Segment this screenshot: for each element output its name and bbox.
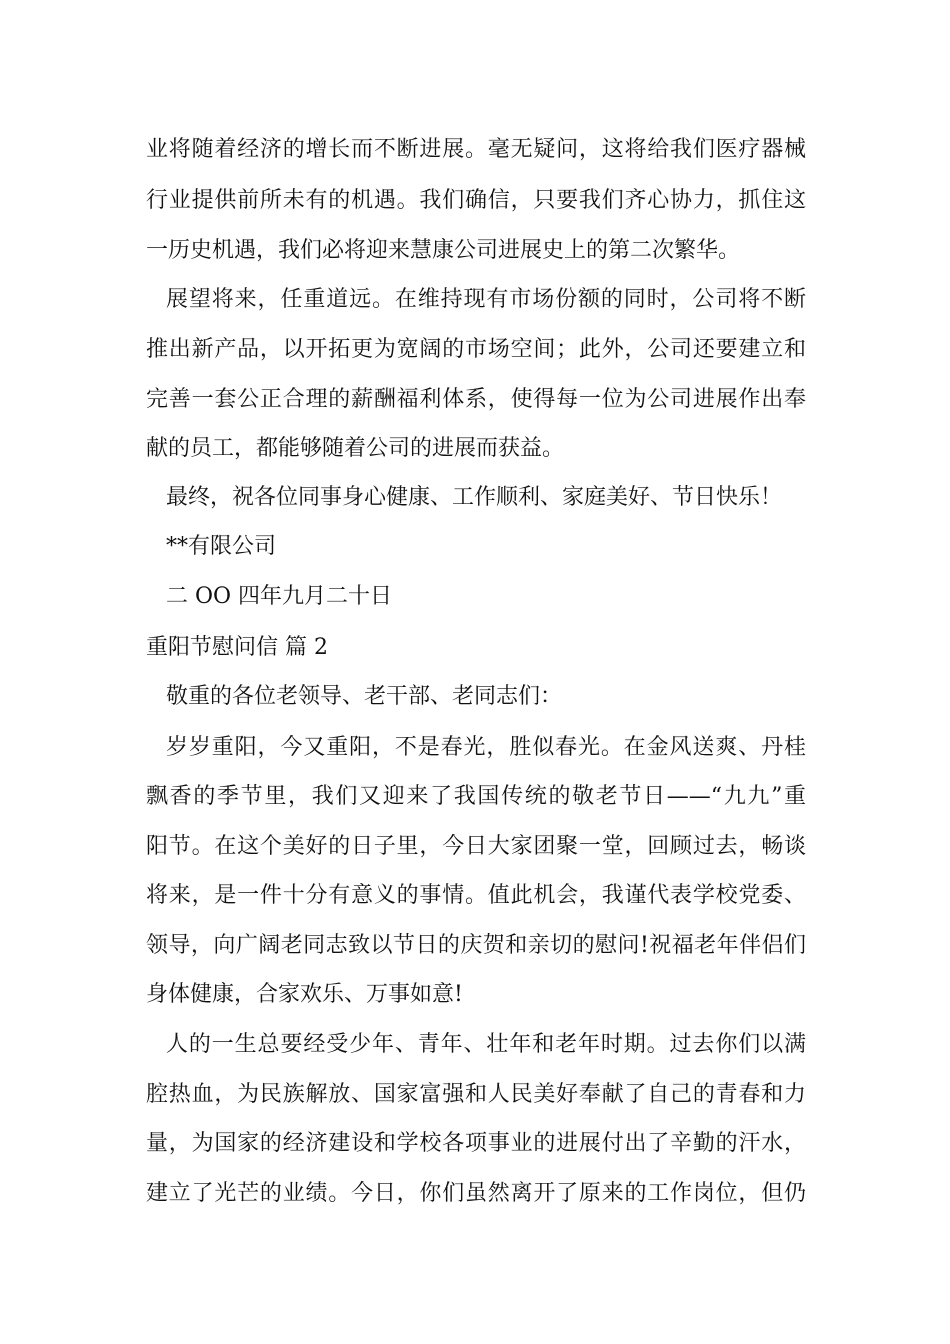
paragraph-line: 行业提供前所未有的机遇。我们确信，只要我们齐心协力，抓住这 [146,188,806,213]
section-heading: 重阳节慰问信 篇 2 [146,635,328,660]
closing-wish: 最终，祝各位同事身心健康、工作顺利、家庭美好、节日快乐！ [166,485,783,510]
signature-date: 二 OO 四年九月二十日 [166,584,393,609]
paragraph-line: 阳节。在这个美好的日子里，今日大家团聚一堂，回顾过去，畅谈 [146,834,806,859]
paragraph-line: 建立了光芒的业绩。今日，你们虽然离开了原来的工作岗位，但仍 [146,1181,806,1206]
paragraph-line: 展望将来，任重道远。在维持现有市场份额的同时，公司将不断 [166,287,806,312]
paragraph-line: 一历史机遇，我们必将迎来慧康公司进展史上的第二次繁华。 [146,238,741,263]
paragraph-line: 献的员工，都能够随着公司的进展而获益。 [146,436,565,461]
paragraph-line: 岁岁重阳，今又重阳，不是春光，胜似春光。在金风送爽、丹桂 [166,735,806,760]
paragraph-line: 将来，是一件十分有意义的事情。值此机会，我谨代表学校党委、 [146,883,806,908]
paragraph-line: 腔热血，为民族解放、国家富强和人民美好奉献了自己的青春和力 [146,1082,806,1107]
paragraph-line: 飘香的季节里，我们又迎来了我国传统的敬老节日——“九九”重 [146,784,806,809]
salutation: 敬重的各位老领导、老干部、老同志们： [166,684,563,709]
paragraph-line: 身体健康，合家欢乐、万事如意! [146,982,463,1007]
signature-company: **有限公司 [166,534,277,559]
paragraph-line: 推出新产品，以开拓更为宽阔的市场空间；此外，公司还要建立和 [146,337,806,362]
paragraph-line: 业将随着经济的增长而不断进展。毫无疑问，这将给我们医疗器械 [146,137,806,162]
paragraph-line: 量，为国家的经济建设和学校各项事业的进展付出了辛勤的汗水， [146,1131,806,1156]
paragraph-line: 完善一套公正合理的薪酬福利体系，使得每一位为公司进展作出奉 [146,387,806,412]
paragraph-line: 人的一生总要经受少年、青年、壮年和老年时期。过去你们以满 [166,1032,806,1057]
paragraph-line: 领导，向广阔老同志致以节日的庆贺和亲切的慰问!祝福老年伴侣们 [146,933,806,958]
